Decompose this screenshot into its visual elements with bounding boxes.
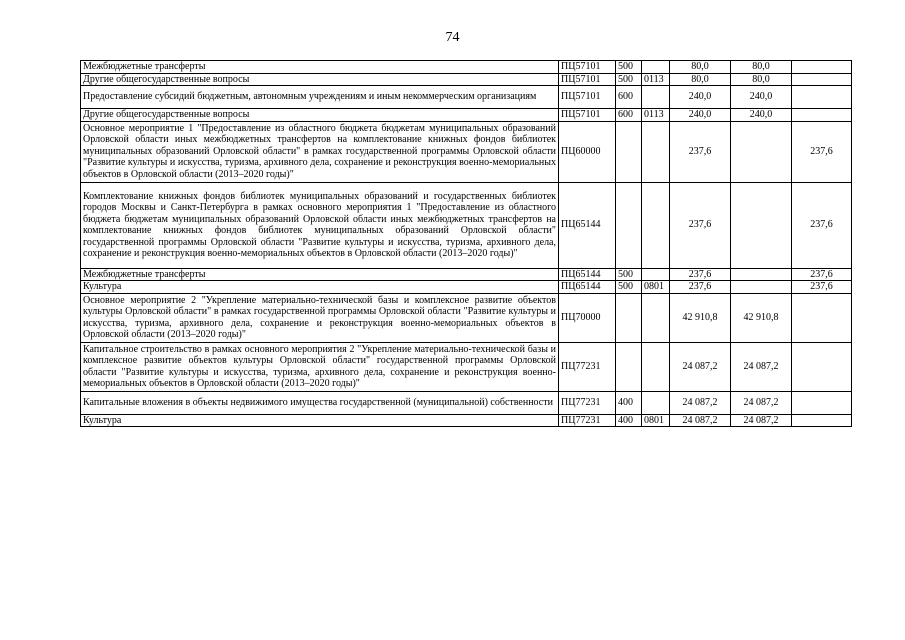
row-code: ПЦ77231 [559, 391, 616, 414]
row-expense-type: 600 [616, 109, 642, 122]
row-section [642, 121, 670, 182]
row-amount-federal: 237,6 [792, 281, 852, 294]
row-amount-regional: 24 087,2 [731, 414, 792, 427]
table-row [81, 293, 852, 342]
row-amount-regional [731, 121, 792, 182]
row-section [642, 293, 670, 342]
row-code: ПЦ57101 [559, 109, 616, 122]
row-amount-federal [792, 61, 852, 74]
row-section [642, 342, 670, 391]
row-amount-regional: 80,0 [731, 73, 792, 86]
row-amount-federal [792, 414, 852, 427]
row-expense-type [616, 182, 642, 268]
row-name: Культура [81, 281, 559, 294]
row-expense-type [616, 342, 642, 391]
row-amount-total: 42 910,8 [670, 293, 731, 342]
row-expense-type [616, 293, 642, 342]
row-amount-regional [731, 268, 792, 281]
row-code: ПЦ57101 [559, 73, 616, 86]
row-name: Предоставление субсидий бюджетным, автономным учреждениям и иным некоммерческим организациям [81, 86, 559, 109]
row-amount-federal [792, 109, 852, 122]
row-amount-total: 237,6 [670, 268, 731, 281]
row-amount-federal [792, 73, 852, 86]
row-section: 0801 [642, 414, 670, 427]
row-name: Основное мероприятие 2 "Укрепление материально-технической базы и комплексное развитие объектов культуры Орловской области" в рамках государственной программы Орловской области "Развитие культуры и искусства, туризма, архивного дела, сохранение и реконструкция военно-мемориальных объектов в Орловской области (2013–2020 годы)" [81, 293, 559, 342]
page-number: 74 [445, 30, 460, 45]
row-amount-total: 24 087,2 [670, 391, 731, 414]
row-expense-type: 600 [616, 86, 642, 109]
row-code: ПЦ57101 [559, 86, 616, 109]
row-section: 0113 [642, 73, 670, 86]
row-amount-total: 24 087,2 [670, 342, 731, 391]
row-expense-type: 500 [616, 281, 642, 294]
budget-table [80, 60, 852, 427]
row-name: Капитальные вложения в объекты недвижимого имущества государственной (муниципальной) собственности [81, 391, 559, 414]
row-expense-type: 500 [616, 73, 642, 86]
row-amount-total: 80,0 [670, 73, 731, 86]
row-section [642, 268, 670, 281]
row-expense-type: 400 [616, 414, 642, 427]
table-row [81, 391, 852, 414]
row-code: ПЦ65144 [559, 182, 616, 268]
row-name: Другие общегосударственные вопросы [81, 73, 559, 86]
row-amount-regional: 42 910,8 [731, 293, 792, 342]
row-amount-regional: 240,0 [731, 86, 792, 109]
row-name: Капитальное строительство в рамках основного мероприятия 2 "Укрепление материально-технической базы и комплексное развитие объектов культуры Орловской области" государственной программы Орловской области "Развитие культуры и искусства, туризма, архивного дела, сохранение и реконструкция военно-мемориальных объектов в Орловской области (2013–2020 годы)" [81, 342, 559, 391]
row-amount-federal [792, 342, 852, 391]
row-section: 0113 [642, 109, 670, 122]
table-row [81, 86, 852, 109]
row-code: ПЦ70000 [559, 293, 616, 342]
row-name: Культура [81, 414, 559, 427]
row-amount-federal: 237,6 [792, 121, 852, 182]
row-code: ПЦ60000 [559, 121, 616, 182]
row-name: Комплектование книжных фондов библиотек муниципальных образований и государственных библиотек городов Москвы и Санкт-Петербурга в рамках основного мероприятия 1 "Предоставление из областного бюджета бюджетам муниципальных образований Орловской области иных межбюджетных трансфертов на комплектование книжных фондов библиотек муниципальных образований Орловской области" государственной программы Орловской области "Развитие культуры и искусства, туризма, архивного дела, сохранение и реконструкция военно-мемориальных объектов в Орловской области (2013–2020 годы)" [81, 182, 559, 268]
row-name: Межбюджетные трансферты [81, 61, 559, 74]
table-row [81, 268, 852, 281]
row-code: ПЦ77231 [559, 414, 616, 427]
row-expense-type [616, 121, 642, 182]
row-amount-regional: 24 087,2 [731, 391, 792, 414]
row-expense-type: 400 [616, 391, 642, 414]
row-expense-type: 500 [616, 61, 642, 74]
row-amount-total: 240,0 [670, 86, 731, 109]
row-amount-total: 80,0 [670, 61, 731, 74]
row-name: Другие общегосударственные вопросы [81, 109, 559, 122]
row-amount-regional: 80,0 [731, 61, 792, 74]
row-amount-total: 237,6 [670, 281, 731, 294]
row-section [642, 182, 670, 268]
row-amount-federal [792, 86, 852, 109]
row-code: ПЦ65144 [559, 281, 616, 294]
table-row [81, 121, 852, 182]
row-section [642, 61, 670, 74]
row-amount-total: 237,6 [670, 121, 731, 182]
row-section: 0801 [642, 281, 670, 294]
table-row [81, 342, 852, 391]
row-code: ПЦ65144 [559, 268, 616, 281]
table-row [81, 73, 852, 86]
row-name: Межбюджетные трансферты [81, 268, 559, 281]
row-code: ПЦ77231 [559, 342, 616, 391]
row-amount-regional: 24 087,2 [731, 342, 792, 391]
row-section [642, 86, 670, 109]
row-amount-federal [792, 293, 852, 342]
row-amount-total: 24 087,2 [670, 414, 731, 427]
row-code: ПЦ57101 [559, 61, 616, 74]
row-amount-regional: 240,0 [731, 109, 792, 122]
row-amount-federal [792, 391, 852, 414]
row-amount-federal: 237,6 [792, 182, 852, 268]
table-row [81, 182, 852, 268]
row-amount-regional [731, 182, 792, 268]
table-row [81, 414, 852, 427]
row-expense-type: 500 [616, 268, 642, 281]
table-row [81, 109, 852, 122]
row-section [642, 391, 670, 414]
row-amount-total: 237,6 [670, 182, 731, 268]
row-amount-total: 240,0 [670, 109, 731, 122]
row-name: Основное мероприятие 1 "Предоставление из областного бюджета бюджетам муниципальных образований Орловской области иных межбюджетных трансфертов на комплектование книжных фондов библиотек муниципальных образований Орловской области" в рамках государственной программы Орловской области "Развитие культуры и искусства, туризма, архивного дела, сохранение и реконструкция военно-мемориальных объектов в Орловской области (2013–2020 годы)" [81, 121, 559, 182]
table-row [81, 281, 852, 294]
row-amount-federal: 237,6 [792, 268, 852, 281]
row-amount-regional [731, 281, 792, 294]
table-row [81, 61, 852, 74]
